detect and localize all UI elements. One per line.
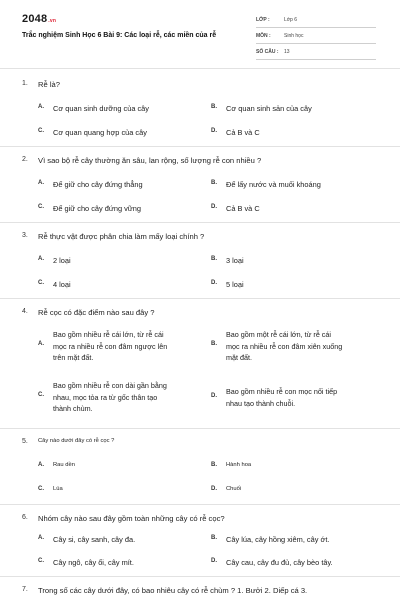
option-letter: D. xyxy=(211,204,217,210)
question-divider xyxy=(0,576,400,577)
option-letter: C. xyxy=(38,128,44,134)
option-letter: B. xyxy=(211,104,217,110)
meta-subject xyxy=(256,29,376,44)
option-text xyxy=(226,386,337,409)
option-letter: B. xyxy=(211,256,217,262)
option-letter: D. xyxy=(211,393,217,399)
option-text: Hành hoa xyxy=(226,462,252,468)
option-text: Cả B và C xyxy=(226,128,260,137)
meta-value: Sinh học xyxy=(284,33,304,39)
option-text-line: mọc ra nhiều rễ con đâm xiên xuống xyxy=(226,341,343,351)
meta-class xyxy=(256,13,376,28)
option-text: Cây cau, cây đu đủ, cây bèo tây. xyxy=(226,558,333,567)
option-letter: D. xyxy=(211,486,217,492)
option-text: Cây ngô, cây ổi, cây mít. xyxy=(53,558,134,567)
question-text: Trong số các cây dưới đây, có bao nhiêu cây có rễ chùm ? 1. Bưởi 2. Diếp cá 3. xyxy=(38,586,308,595)
option-letter: B. xyxy=(211,535,217,541)
question-number: 4. xyxy=(22,308,28,315)
question-divider xyxy=(0,428,400,429)
option-text: Cây lúa, cây hồng xiêm, cây ớt. xyxy=(226,535,330,544)
option-letter: C. xyxy=(38,392,44,398)
option-letter: A. xyxy=(38,256,44,262)
option-letter: C. xyxy=(38,558,44,564)
option-letter: A. xyxy=(38,535,44,541)
question-number: 7. xyxy=(22,586,28,593)
option-text xyxy=(226,329,342,364)
option-text: Để giữ cho cây đứng thẳng xyxy=(53,180,143,189)
question-number: 3. xyxy=(22,232,28,239)
option-letter: A. xyxy=(38,341,44,347)
option-text: Chuối xyxy=(226,486,242,492)
option-text: Lúa xyxy=(53,486,63,492)
option-text-line: nhau tạo thành chuỗi. xyxy=(226,398,296,408)
question-text: Nhóm cây nào sau đây gồm toàn những cây có rễ cọc? xyxy=(38,514,225,523)
option-letter: C. xyxy=(38,486,44,492)
question-number: 6. xyxy=(22,514,28,521)
option-text xyxy=(53,329,167,364)
option-text: Cây si, cây sanh, cây đa. xyxy=(53,535,136,544)
option-text-line: nhau, mọc tỏa ra từ gốc thân tạo xyxy=(53,392,158,402)
option-text: Rau dền xyxy=(53,462,75,468)
question-divider xyxy=(0,146,400,147)
option-text: Cơ quan quang hợp của cây xyxy=(53,128,147,137)
option-letter: D. xyxy=(211,280,217,286)
site-logo[interactable] xyxy=(22,13,56,25)
logo-text: 2048 xyxy=(22,13,48,25)
option-text: 5 loại xyxy=(226,280,244,289)
option-text-line: thành chùm. xyxy=(53,404,93,413)
option-letter: B. xyxy=(211,341,217,347)
option-text-line: trên mặt đất. xyxy=(53,353,94,362)
meta-value: Lớp 6 xyxy=(284,17,298,23)
option-letter: A. xyxy=(38,104,44,110)
option-text: Cả B và C xyxy=(226,204,260,213)
option-letter: B. xyxy=(211,180,217,186)
question-text: Rễ thực vật được phân chia làm mấy loại chính ? xyxy=(38,232,205,241)
document-title: Trắc nghiệm Sinh Học 6 Bài 9: Các loại rễ, các miền của rễ xyxy=(22,32,217,39)
header-divider xyxy=(0,68,400,69)
option-letter: A. xyxy=(38,462,44,468)
question-text: Vì sao bộ rễ cây thường ăn sâu, lan rộng, số lượng rễ con nhiều ? xyxy=(38,156,262,165)
option-letter: D. xyxy=(211,558,217,564)
question-number: 5. xyxy=(22,438,28,445)
meta-value: 13 xyxy=(284,49,290,55)
document-header xyxy=(0,0,400,68)
option-text-line: mọc ra nhiều rễ con đâm ngược lên xyxy=(53,341,168,351)
option-text-line: Bao gồm một rễ cái lớn, từ rễ cái xyxy=(226,330,331,339)
option-text-line: mặt đất. xyxy=(226,353,252,362)
question-text: Rễ là? xyxy=(38,80,60,89)
option-text: 3 loại xyxy=(226,256,244,265)
option-text-line: Bao gồm nhiều rễ cái lớn, từ rễ cái xyxy=(53,330,164,339)
option-letter: D. xyxy=(211,128,217,134)
option-text: Cơ quan sinh dưỡng của cây xyxy=(53,104,149,113)
option-text: 4 loại xyxy=(53,280,71,289)
option-letter: A. xyxy=(38,180,44,186)
logo-suffix: .vn xyxy=(48,18,57,24)
meta-label: SỐ CÂU : xyxy=(256,49,279,55)
meta-question-count xyxy=(256,45,376,60)
question-text: Cây nào dưới đây có rễ cọc ? xyxy=(38,438,115,444)
meta-label: LỚP : xyxy=(256,17,270,23)
option-letter: C. xyxy=(38,204,44,210)
question-number: 1. xyxy=(22,80,28,87)
option-letter: B. xyxy=(211,462,217,468)
option-text-line: Bao gồm nhiều rễ con dài gần bằng xyxy=(53,381,167,390)
option-text: Cơ quan sinh sản của cây xyxy=(226,104,312,113)
question-number: 2. xyxy=(22,156,28,163)
question-divider xyxy=(0,298,400,299)
option-text: Để giữ cho cây đứng vững xyxy=(53,204,141,213)
question-divider xyxy=(0,504,400,505)
question-divider xyxy=(0,222,400,223)
option-text: 2 loại xyxy=(53,256,71,265)
option-text: Để lấy nước và muối khoáng xyxy=(226,180,321,189)
meta-label: MÔN : xyxy=(256,33,271,39)
option-text-line: Bao gồm nhiều rễ con mọc nối tiếp xyxy=(226,387,338,396)
option-text xyxy=(53,380,167,415)
question-text: Rễ cọc có đặc điểm nào sau đây ? xyxy=(38,308,155,317)
option-letter: C. xyxy=(38,280,44,286)
